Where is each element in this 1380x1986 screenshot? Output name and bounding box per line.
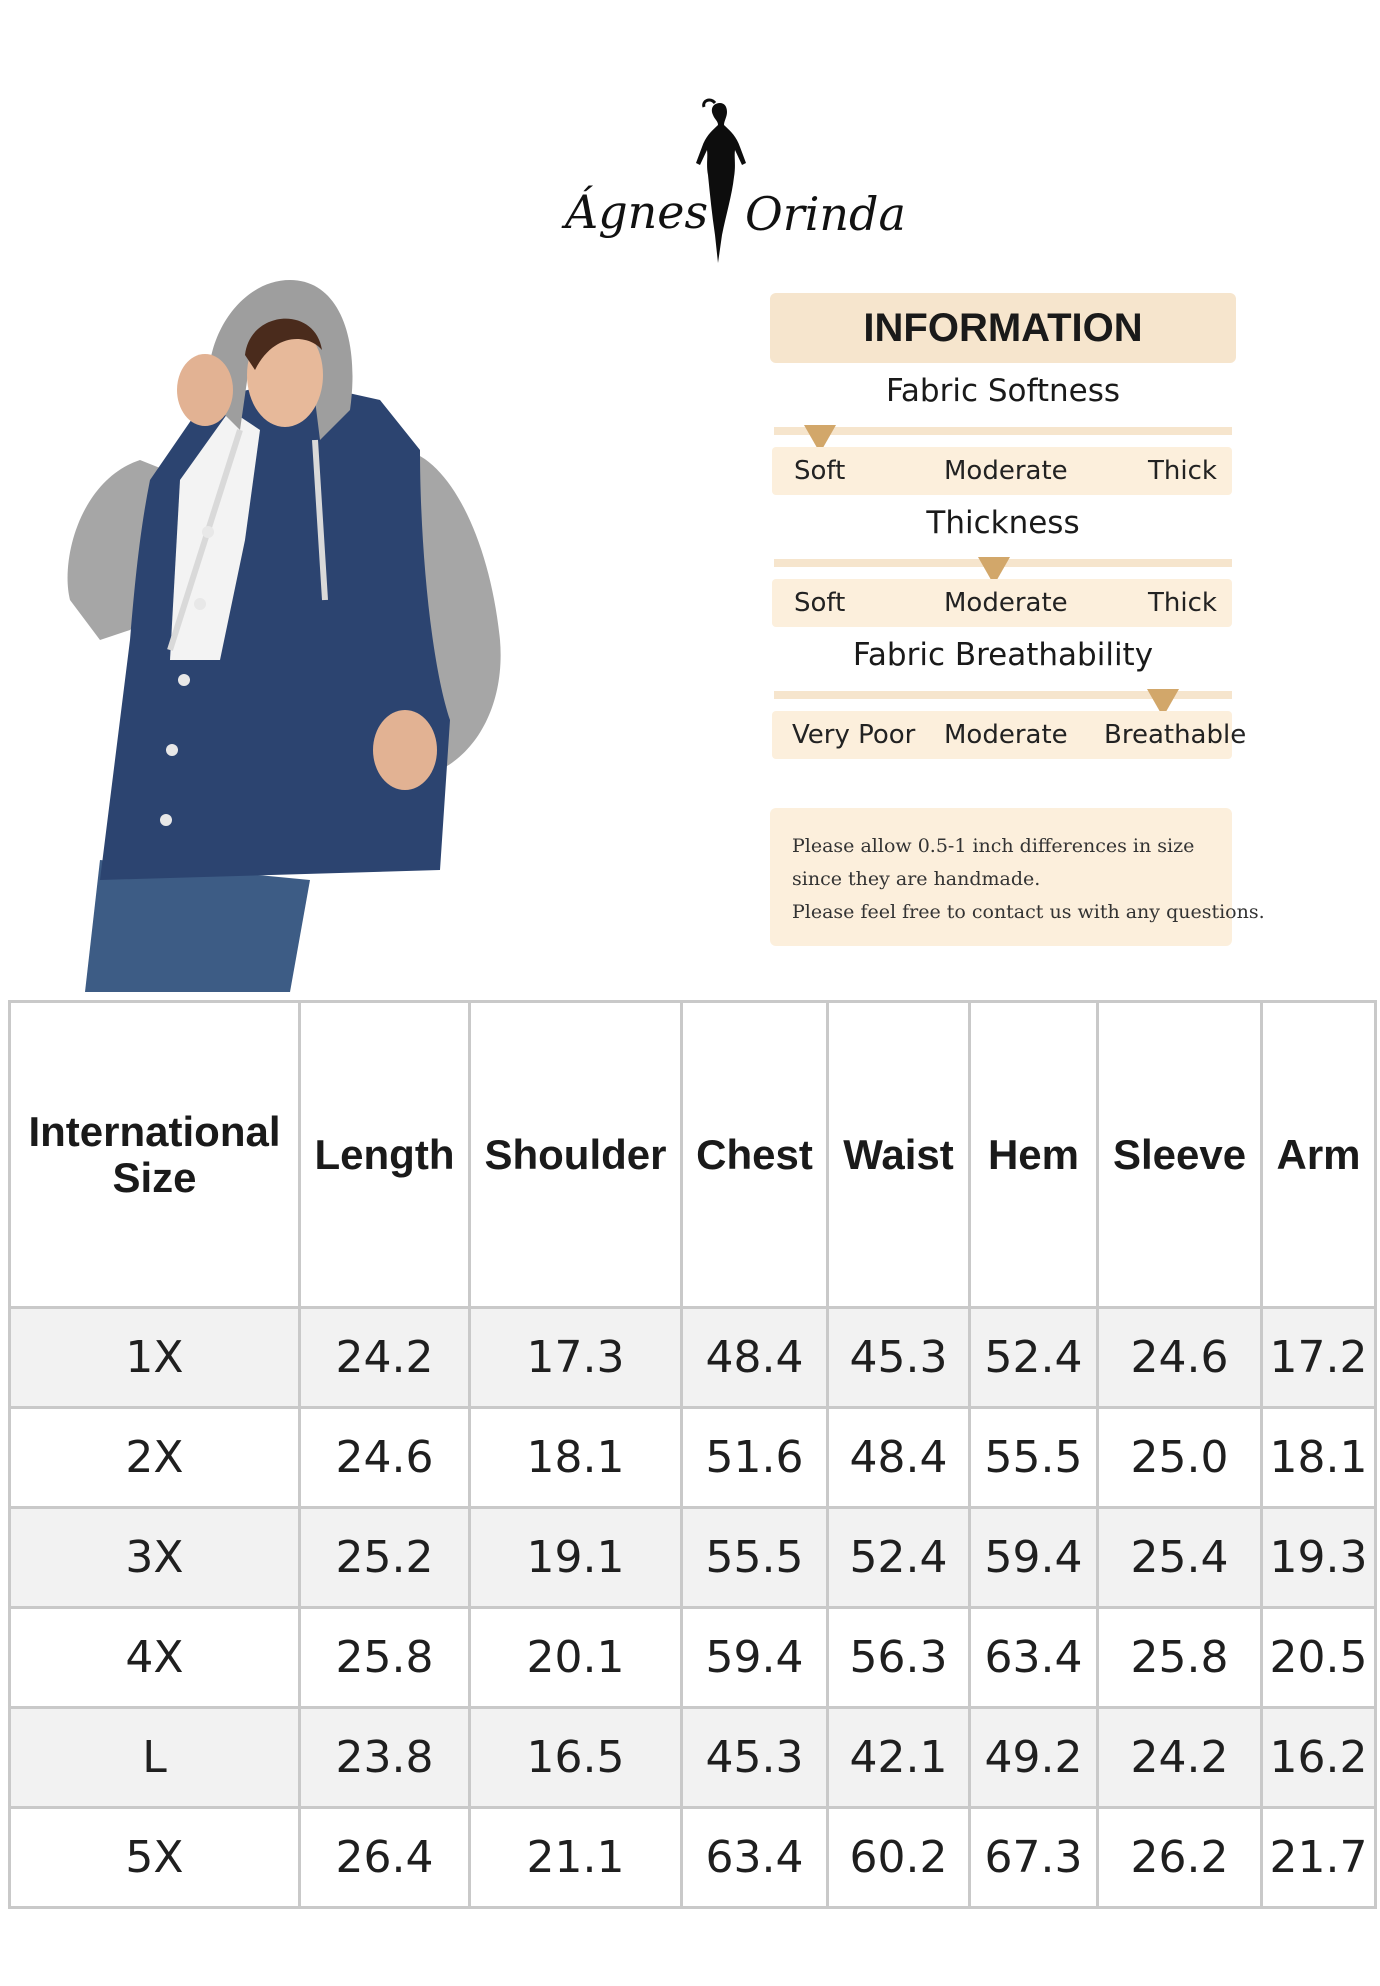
note-line: Please allow 0.5-1 inch differences in size [792,835,1195,857]
header-international-size: International Size [10,1002,300,1308]
size-note [770,808,1265,946]
scale-label-high: Breathable [1104,720,1247,750]
cell-size: L [10,1708,300,1808]
cell-chest: 55.5 [682,1508,828,1608]
cell-length: 25.2 [300,1508,470,1608]
cell-size: 1X [10,1308,300,1408]
metric-scale [772,579,1232,627]
cell-length: 25.8 [300,1608,470,1708]
scale-label-low: Soft [794,456,846,486]
metric-thickness [770,505,1236,637]
cell-waist: 42.1 [828,1708,970,1808]
scale-label-low: Very Poor [792,720,916,750]
table-row [10,1408,1376,1508]
cell-chest: 45.3 [682,1708,828,1808]
metric-title: Thickness [926,505,1080,541]
cell-length: 24.6 [300,1408,470,1508]
note-line: since they are handmade. [792,868,1041,890]
cell-waist: 52.4 [828,1508,970,1608]
denim-jacket [100,380,450,880]
cell-arm: 16.2 [1262,1708,1376,1808]
cell-shoulder: 20.1 [470,1608,682,1708]
cell-arm: 21.7 [1262,1808,1376,1908]
information-panel [770,293,1247,769]
size-chart-table [8,1000,1377,1909]
table-row [10,1608,1376,1708]
cell-arm: 20.5 [1262,1608,1376,1708]
cell-size: 5X [10,1808,300,1908]
cell-hem: 59.4 [970,1508,1098,1608]
scale-label-mid: Moderate [944,720,1068,750]
brand-name-last: Orinda [745,187,906,241]
header-hem: Hem [970,1002,1098,1308]
cell-sleeve: 25.4 [1098,1508,1262,1608]
metric-title: Fabric Softness [885,373,1121,409]
table-header-row [10,1002,1376,1308]
cell-shoulder: 19.1 [470,1508,682,1608]
cell-shoulder: 17.3 [470,1308,682,1408]
scale-label-high: Thick [1148,456,1217,486]
metric-fabric-softness [770,373,1236,505]
cell-length: 26.4 [300,1808,470,1908]
metric-scale [772,447,1232,495]
header-arm: Arm [1262,1002,1376,1308]
cell-chest: 48.4 [682,1308,828,1408]
scale-label-low: Soft [794,588,846,618]
cell-waist: 60.2 [828,1808,970,1908]
metric-scale [772,711,1247,759]
header-waist: Waist [828,1002,970,1308]
note-line: Please feel free to contact us with any questions. [792,901,1265,923]
table-row [10,1808,1376,1908]
cell-sleeve: 26.2 [1098,1808,1262,1908]
cell-shoulder: 21.1 [470,1808,682,1908]
cell-hem: 67.3 [970,1808,1098,1908]
table-row [10,1508,1376,1608]
cell-waist: 45.3 [828,1308,970,1408]
cell-sleeve: 24.6 [1098,1308,1262,1408]
cell-chest: 63.4 [682,1808,828,1908]
header-chest: Chest [682,1002,828,1308]
table-row [10,1308,1376,1408]
header-length: Length [300,1002,470,1308]
brand-name-first: Ágnes [565,185,709,239]
information-heading: INFORMATION [770,293,1236,363]
cell-sleeve: 25.0 [1098,1408,1262,1508]
cell-sleeve: 24.2 [1098,1708,1262,1808]
cell-sleeve: 25.8 [1098,1608,1262,1708]
cell-waist: 56.3 [828,1608,970,1708]
cell-shoulder: 16.5 [470,1708,682,1808]
cell-hem: 63.4 [970,1608,1098,1708]
scale-label-mid: Moderate [944,456,1068,486]
jeans [85,860,310,992]
cell-waist: 48.4 [828,1408,970,1508]
cell-size: 3X [10,1508,300,1608]
metric-rail [774,427,1232,435]
scale-label-high: Thick [1148,588,1217,618]
model-photo [60,280,580,992]
header-sleeve: Sleeve [1098,1002,1262,1308]
cell-size: 2X [10,1408,300,1508]
cell-length: 23.8 [300,1708,470,1808]
cell-shoulder: 18.1 [470,1408,682,1508]
cell-size: 4X [10,1608,300,1708]
metric-fabric-breathability [770,637,1247,769]
table-row [10,1708,1376,1808]
metric-title: Fabric Breathability [852,637,1154,673]
cell-chest: 51.6 [682,1408,828,1508]
cell-arm: 18.1 [1262,1408,1376,1508]
scale-label-mid: Moderate [944,588,1068,618]
cell-arm: 19.3 [1262,1508,1376,1608]
header-shoulder: Shoulder [470,1002,682,1308]
cell-hem: 55.5 [970,1408,1098,1508]
cell-chest: 59.4 [682,1608,828,1708]
brand-logo [560,95,906,275]
model-hand [177,354,233,426]
cell-hem: 52.4 [970,1308,1098,1408]
cell-hem: 49.2 [970,1708,1098,1808]
cell-length: 24.2 [300,1308,470,1408]
cell-arm: 17.2 [1262,1308,1376,1408]
